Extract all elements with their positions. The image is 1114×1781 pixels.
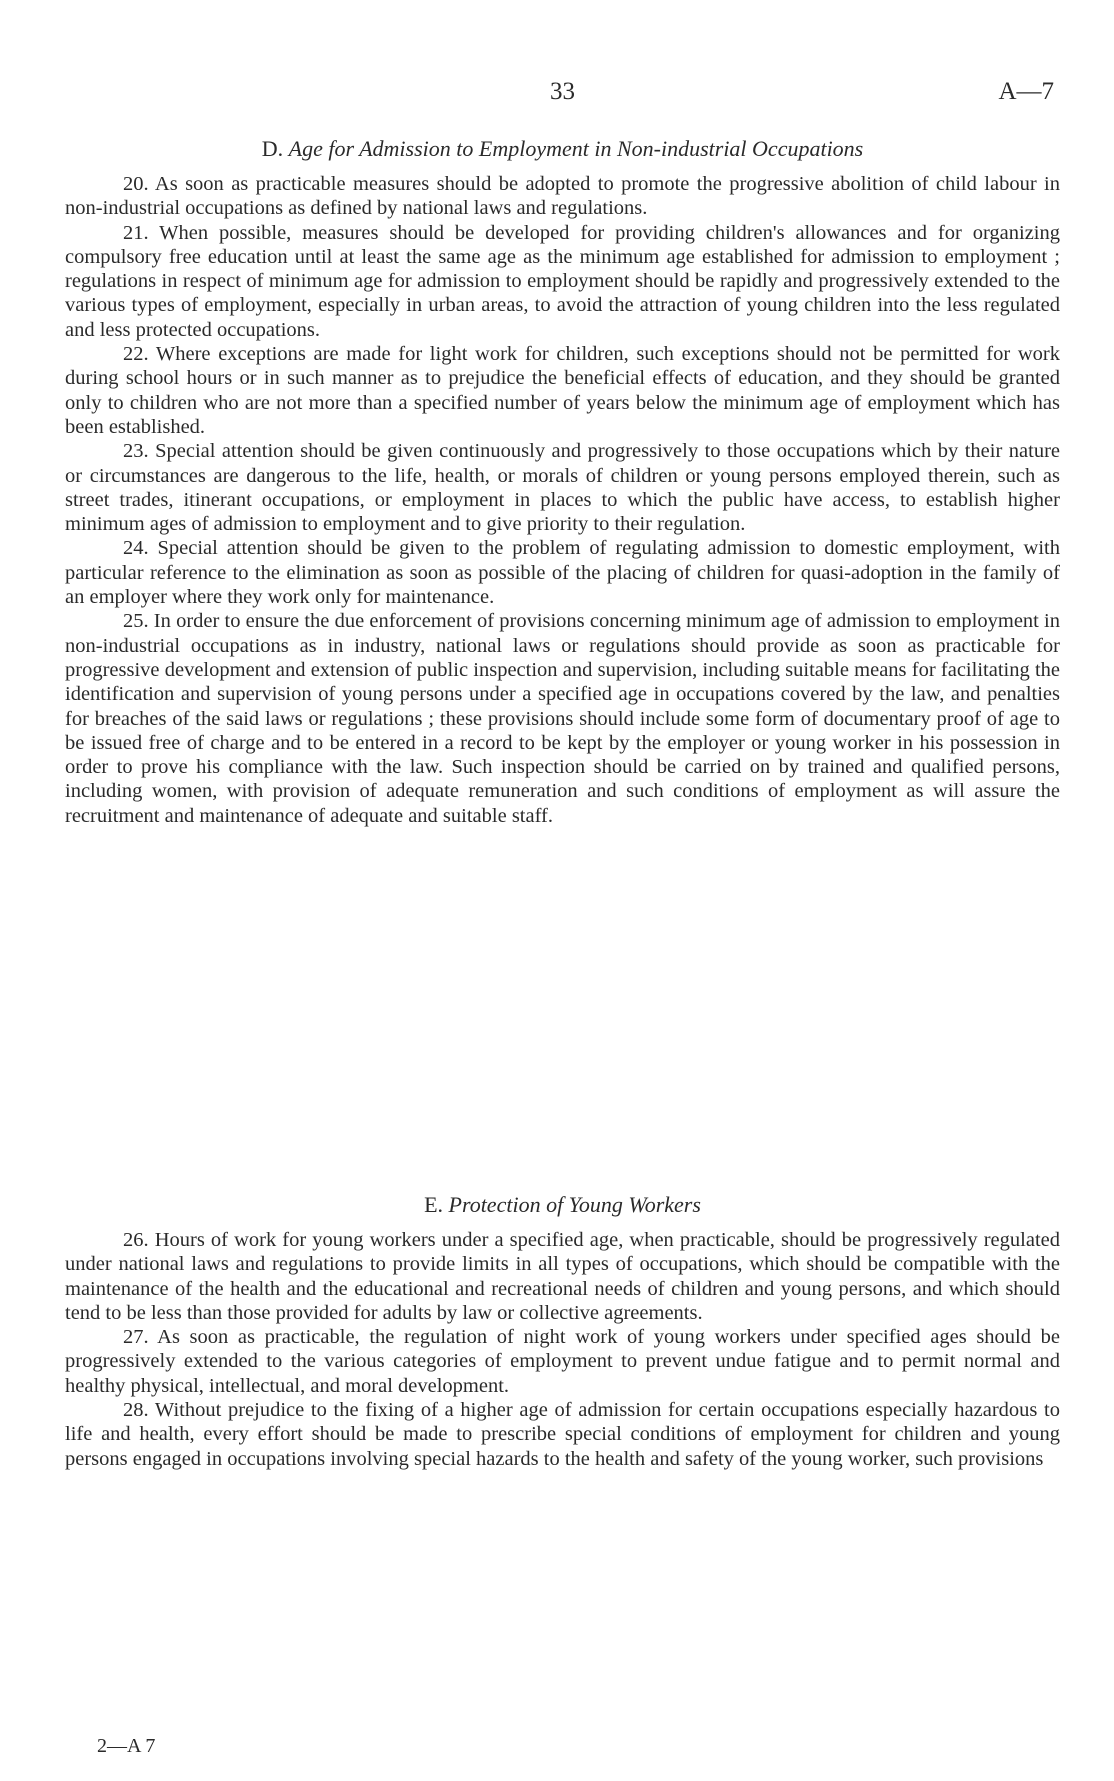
page-number: 33 — [550, 78, 575, 105]
paragraph-26: 26. Hours of work for young workers under a specified age, when practicable, should be progressively regulated under national laws and regulations to provide limits in all types of occupations, which should be compatible with the maintenance of the health and the educational and recreational needs of children and young persons, and which should tend to be less than those provided for adults by law or collective agreements. — [65, 1229, 1060, 1324]
section-d-letter: D. — [261, 136, 284, 161]
section-e-heading — [65, 1192, 1060, 1218]
paragraph-24: 24. Special attention should be given to the problem of regulating admission to domestic employment, with particular reference to the elimination as soon as possible of the placing of children for quasi-adoption in the family of an employer where they work only for maintenance. — [65, 537, 1060, 609]
paragraph-25: 25. In order to ensure the due enforcement of provisions concerning minimum age of admission to employment in non-industrial occupations as in industry, national laws or regulations should provide as soon as practicable for progressive development and extension of public inspection and supervision, including suitable means for facilitating the identification and supervision of young persons under a specified age in occupations covered by the law, and penalties for breaches of the said laws or regulations ; these provisions should include some form of documentary proof of age to be issued free of charge and to be entered in a record to be kept by the employer or young worker in his possession in order to prove his compliance with the law. Such inspection should be carried on by trained and qualified persons, including women, with provision of adequate remuneration and such conditions of employment as will assure the recruitment and maintenance of adequate and suitable staff. — [65, 610, 1060, 827]
paragraph-22: 22. Where exceptions are made for light work for children, such exceptions should not be permitted for work during school hours or in such manner as to prejudice the beneficial effects of education, and they should be granted only to children who are not more than a specified number of years below the minimum age of employment which has been established. — [65, 343, 1060, 438]
paragraph-23: 23. Special attention should be given continuously and progressively to those occupations which by their nature or circumstances are dangerous to the life, health, or morals of children or young persons employed therein, such as street trades, itinerant occupations, or employment in places to which the public have access, to establish higher minimum ages of admission to employment and to give priority to their regulation. — [65, 440, 1060, 536]
section-d — [65, 136, 1060, 828]
section-e-title: Protection of Young Workers — [448, 1192, 701, 1217]
paragraph-27: 27. As soon as practicable, the regulation of night work of young workers under specified ages should be progressively extended to the various categories of employment to prevent undue fatigue and to permit normal and healthy physical, intellectual, and moral development. — [65, 1326, 1060, 1397]
document-page — [65, 0, 1060, 1781]
section-e-letter: E. — [424, 1192, 444, 1217]
section-d-heading — [65, 136, 1060, 162]
document-reference: A—7 — [998, 78, 1054, 105]
paragraph-28: 28. Without prejudice to the fixing of a higher age of admission for certain occupations especially hazardous to life and health, every effort should be made to prescribe special conditions of employment for children and young persons engaged in occupations involving special hazards to the health and safety of the young worker, such provisions — [65, 1399, 1060, 1470]
paragraph-21: 21. When possible, measures should be developed for providing children's allowances and for organizing compulsory free education until at least the same age as the minimum age established for admission to employment ; regulations in respect of minimum age for admission to employment should be rapidly and progressively extended to the various types of employment, especially in urban areas, to avoid the attraction of young children into the less regulated and less protected occupations. — [65, 221, 1060, 341]
section-d-title: Age for Admission to Employment in Non-industrial Occupations — [288, 136, 864, 161]
running-head — [65, 78, 1060, 108]
sheet-signature: 2—A 7 — [97, 1735, 156, 1757]
section-e — [65, 1192, 1060, 1471]
paragraph-20: 20. As soon as practicable measures should be adopted to promote the progressive abolition of child labour in non-industrial occupations as defined by national laws and regulations. — [65, 173, 1060, 220]
